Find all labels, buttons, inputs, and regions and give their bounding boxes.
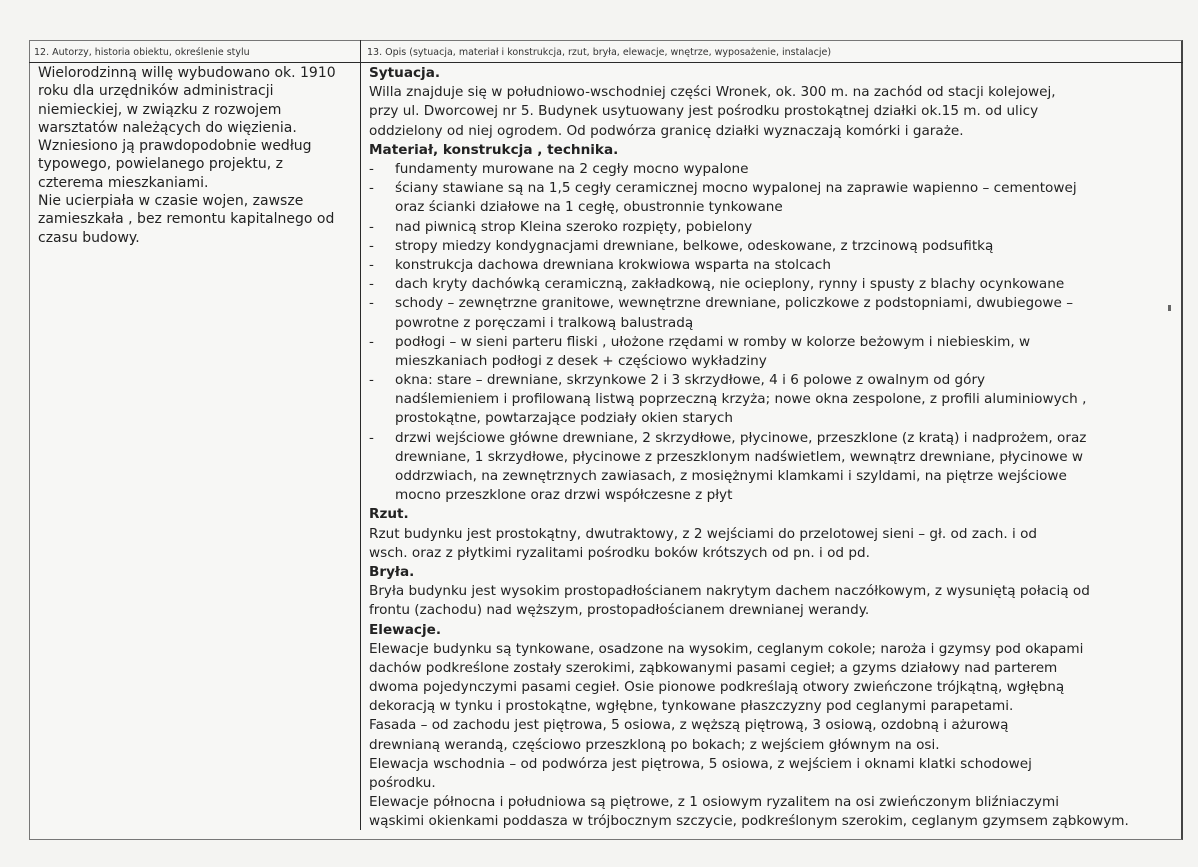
sytuacja-line: Willa znajduje się w południowo-wschodniej części Wronek, ok. 300 m. na zachód od stacji kolejowej, [369,84,1056,101]
header-rule [29,62,1183,63]
material-item-line: drewniane, 1 skrzydłowe, płycinowe z przeszklonym nadświetlem, wewnątrz drewniane, płycinowe w [395,448,1084,465]
dash-bullet: - [369,237,374,254]
elewacje-line: pośrodku. [369,775,436,792]
material-item-line: oddrzwiach, na zewnętrznych zawiasach, z mosiężnymi klamkami i szyldami, na piętrze wejściowe [395,468,1067,485]
elewacje-line: dachów podkreślone zostały szerokimi, ząbkowanymi pasami cegieł; a gzyms działowy nad parterem [369,659,1058,676]
dash-bullet: - [369,160,374,177]
material-item [369,179,1175,217]
material-item-line: powrotne z poręczami i tralkową balustradą [395,314,694,331]
elewacje-line: Fasada – od zachodu jest piętrowa, 5 osiowa, z węższą piętrową, 3 osiową, ozdobną i ażurową [369,717,1009,734]
material-item-line: schody – zewnętrzne granitowe, wewnętrzne drewniane, policzkowe z podstopniami, dwubiegowe – [395,295,1074,312]
material-item-line: stropy miedzy kondygnacjami drewniane, belkowe, odeskowane, z trzcinową podsufitką [395,237,994,254]
dash-bullet: - [369,372,374,389]
section-title-material: Materiał, konstrukcja , technika. [369,141,619,158]
material-item-line: dach kryty dachówką ceramiczną, zakładkową, nie ocieplony, rynny i spusty z blachy ocynkowane [395,276,1065,293]
material-item [369,371,1175,429]
material-item [369,160,1175,179]
history-line: Wzniesiono ją prawdopodobnie według [38,138,312,155]
rzut-line: wsch. oraz z płytkimi ryzalitami pośrodku boków krótszych od pn. i od pd. [369,544,870,561]
material-item-line: nad piwnicą strop Kleina szeroko rozpięty, pobielony [395,218,753,235]
material-item-text [395,237,1175,256]
history-line: roku dla urzędników administracji [38,83,274,100]
history-line: niemieckiej, w związku z rozwojem [38,101,282,118]
elewacje-line: dwoma pojedynczymi pasami cegieł. Osie pionowe podkreślają otwory zwieńczone trójkątną, wgłębną [369,679,1065,696]
rzut-line: Rzut budynku jest prostokątny, dwutraktowy, z 2 wejściami do przelotowej sieni – gł. od zach. i od [369,525,1038,542]
material-item-line: oraz ścianki działowe na 1 cegłę, obustronnie tynkowane [395,199,783,216]
history-line: warsztatów należących do więzienia. [38,119,297,136]
material-item-line: prostokątne, powtarzające podziały okien starych [395,410,733,427]
material-item-line: okna: stare – drewniane, skrzynkowe 2 i 3 skrzydłowe, 4 i 6 polowe z owalnym od góry [395,372,986,389]
material-item-text [395,256,1175,275]
material-item-text [395,294,1175,332]
dash-bullet: - [369,256,374,273]
section-title-rzut: Rzut. [369,506,409,523]
elewacje-line: Elewacje budynku są tynkowane, osadzone na wysokim, ceglanym cokole; naroża i gzymsy pod okapami [369,640,1084,657]
material-item-line: mocno przeszklone oraz drzwi współczesne z płyt [395,487,733,504]
dash-bullet: - [369,333,374,350]
section-title-sytuacja: Sytuacja. [369,65,441,81]
material-item-line: ściany stawiane są na 1,5 cegły ceramicznej mocno wypalonej na zaprawie wapienno – cementowej [395,180,1077,197]
material-item [369,237,1175,256]
material-item-line: drzwi wejściowe główne drewniane, 2 skrzydłowe, płycinowe, przeszklone (z kratą) i nadprożem, oraz [395,429,1087,446]
elewacje-line: dekoracją w tynku i prostokątne, wgłębne, tynkowane płaszczyzny pod ceglanymi parapetami. [369,698,1014,715]
history-text [38,64,356,247]
dash-bullet: - [369,295,374,312]
section-title-bryla: Bryła. [369,563,415,580]
bryla-line: frontu (zachodu) nad węższym, prostopadłościanem drewnianej werandy. [369,602,870,619]
history-line: zamieszkała , bez remontu kapitalnego od [38,211,335,228]
material-item [369,333,1175,371]
elewacje-line: drewnianą werandą, częściowo przeszkloną po bokach; z wejściem głównym na osi. [369,736,940,753]
material-list [369,160,1175,505]
material-item-line: konstrukcja dachowa drewniana krokwiowa wsparta na stolcach [395,256,831,273]
material-item-text [395,160,1175,179]
elewacje-line: Elewacje północna i południowa są piętrowe, z 1 osiowym ryzalitem na osi zwieńczonym bliźniaczymi [369,794,1059,811]
material-item-line: fundamenty murowane na 2 cegły mocno wypalone [395,160,749,177]
material-item-text [395,275,1175,294]
material-item-text [395,429,1175,506]
dash-bullet: - [369,429,374,446]
sytuacja-line: przy ul. Dworcowej nr 5. Budynek usytuowany jest pośrodku prostokątnej działki ok.15 m. od ulicy [369,103,1039,120]
material-item [369,429,1175,506]
description-text [369,64,1175,832]
sytuacja-line: oddzielony od niej ogrodem. Od podwórza granicę działki wyznaczają komórki i garaże. [369,122,964,139]
scan-mark [1168,305,1171,311]
section-title-elewacje: Elewacje. [369,621,441,638]
bryla-line: Bryła budynku jest wysokim prostopadłościanem nakrytym dachem naczółkowym, z wysuniętą połacią od [369,583,1090,600]
material-item-text [395,218,1175,237]
material-item-line: nadślemieniem i profilowaną listwą poprzeczną krzyża; nowe okna zespolone, z profili aluminiowych , [395,391,1087,408]
material-item-line: podłogi – w sieni parteru fliski , ułożone rzędami w romby w kolorze beżowym i niebieskim, w [395,333,1031,350]
material-item [369,294,1175,332]
material-item-line: mieszkaniach podłogi z desek + częściowo wykładziny [395,352,767,369]
history-line: czterema mieszkaniami. [38,174,209,191]
material-item [369,275,1175,294]
material-item-text [395,333,1175,371]
dash-bullet: - [369,180,374,197]
elewacje-line: Elewacja wschodnia – od podwórza jest piętrowa, 5 osiowa, z wejściem i oknami klatki schodowej [369,755,1032,772]
elewacje-line: wąskimi okienkami poddasza w trójbocznym szczycie, podkreślonym szerokim, ceglanym gzymsem ząbkowym. [369,813,1129,830]
left-column-header: 12. Autorzy, historia obiektu, określenie stylu [34,47,250,58]
history-line: Wielorodzinną willę wybudowano ok. 1910 [38,65,336,81]
dash-bullet: - [369,276,374,293]
column-divider [360,40,361,830]
history-line: czasu budowy. [38,229,140,246]
history-line: typowego, powielanego projektu, z [38,156,284,173]
history-line: Nie ucierpiała w czasie wojen, zawsze [38,193,304,210]
material-item [369,218,1175,237]
material-item [369,256,1175,275]
right-column-header: 13. Opis (sytuacja, materiał i konstrukcja, rzut, bryła, elewacje, wnętrze, wyposażenie, instalacje) [367,47,832,58]
material-item-text [395,371,1175,429]
material-item-text [395,179,1175,217]
dash-bullet: - [369,218,374,235]
